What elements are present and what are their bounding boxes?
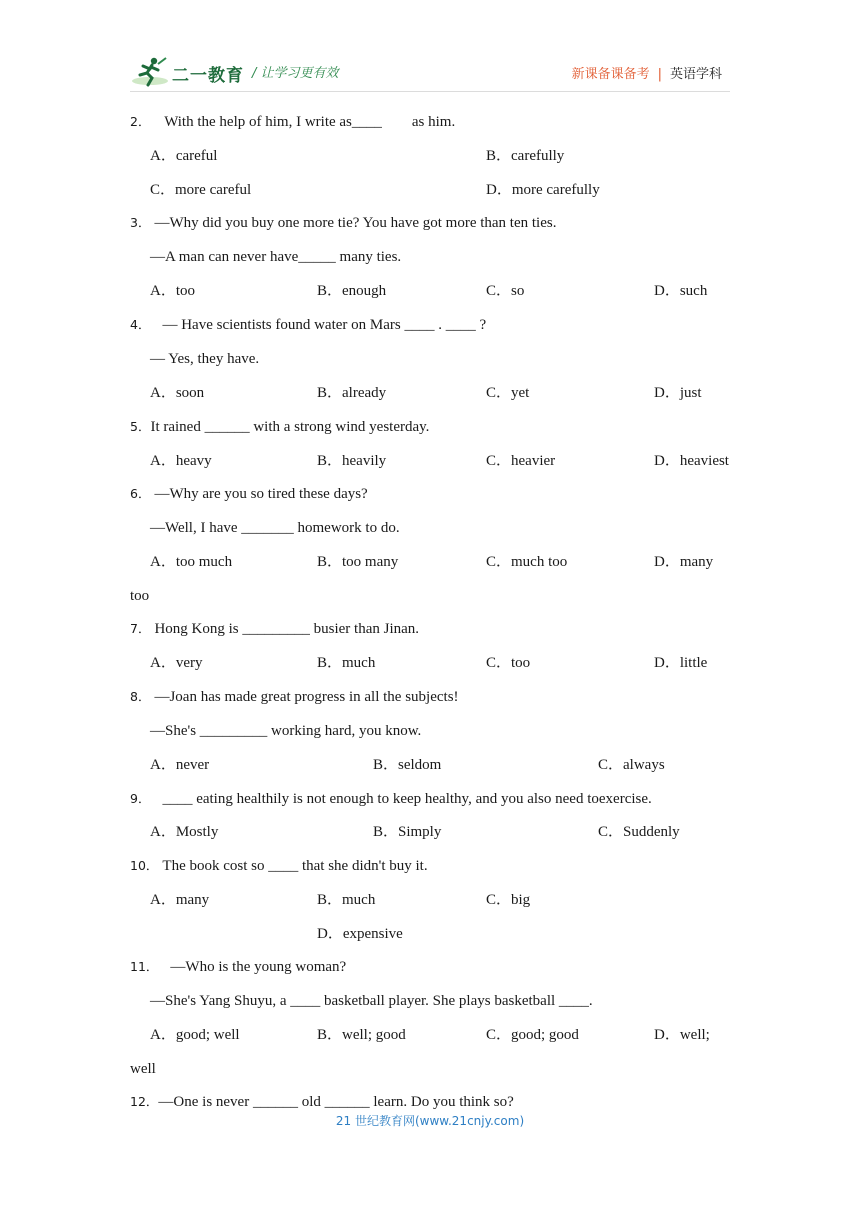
question-text: —One is never ______ old ______ learn. Do you think so?	[158, 1094, 514, 1110]
option-d: D．well;	[654, 1027, 710, 1043]
question-text: —Why did you buy one more tie? You have got more than ten ties.	[154, 215, 557, 231]
question-3-stem	[130, 214, 556, 232]
question-text: With the help of him, I write as____ as him.	[164, 114, 456, 130]
option-c: C．yet	[486, 385, 530, 401]
question-number: 9．	[130, 791, 151, 806]
question-number: 12．	[130, 1094, 159, 1109]
question-number: 5．	[130, 419, 151, 434]
option-a: A．Mostly	[150, 824, 219, 840]
option-b: B．well; good	[317, 1027, 406, 1043]
question-10-stem	[130, 857, 428, 875]
option-a: A．too much	[150, 554, 233, 570]
question-number: 6．	[130, 486, 151, 501]
option-d: D．such	[654, 283, 708, 299]
option-a: A．careful	[150, 148, 218, 164]
option-a: A．heavy	[150, 453, 212, 469]
option-a: A．many	[150, 892, 210, 908]
subject-label: 英语学科	[669, 67, 722, 82]
page-header	[130, 56, 730, 90]
question-number: 3．	[130, 215, 151, 230]
header-label: 新课备课备考	[571, 67, 650, 82]
option-c: C．always	[598, 757, 665, 773]
question-text: The book cost so ____ that she didn't buy it.	[162, 858, 428, 874]
question-text: —Who is the young woman?	[170, 959, 347, 975]
option-c: C．heavier	[486, 453, 556, 469]
option-b: B．enough	[317, 283, 387, 299]
question-number: 7．	[130, 621, 151, 636]
question-text: —Why are you so tired these days?	[154, 486, 368, 502]
option-d: D．little	[654, 655, 708, 671]
question-2-stem	[130, 113, 455, 131]
question-5-stem	[130, 418, 429, 436]
option-c: C．so	[486, 283, 525, 299]
question-number: 4．	[130, 317, 151, 332]
question-text-end: with a strong wind yesterday.	[249, 419, 430, 435]
question-9-stem	[130, 790, 652, 808]
question-6-stem	[130, 485, 368, 503]
question-11-stem	[130, 958, 346, 976]
page-footer[interactable]: 21 世纪教育网(www.21cnjy.com)	[335, 1114, 525, 1128]
question-text-end: homework to do.	[293, 520, 400, 536]
option-b: B．too many	[317, 554, 399, 570]
logo-text: 二一教育	[172, 65, 244, 86]
option-b: B．much	[317, 655, 376, 671]
question-number: 11．	[130, 959, 159, 974]
question-7-stem	[130, 620, 419, 638]
option-d-wrap: well	[130, 1061, 156, 1077]
question-text: Hong Kong is _________ busier than Jinan.	[154, 621, 420, 637]
option-a: A．never	[150, 757, 210, 773]
slogan: / 让学习更有效	[252, 66, 339, 81]
option-d-wrap: too	[130, 588, 150, 604]
question-3-line2: —A man can never have_____ many ties.	[150, 249, 402, 265]
option-c: C．more careful	[150, 182, 252, 198]
option-c: C．Suddenly	[598, 824, 680, 840]
question-6-line2	[150, 519, 400, 537]
question-number: 10．	[130, 858, 159, 873]
option-d: D．just	[654, 385, 702, 401]
header-right	[572, 63, 722, 82]
option-a: A．too	[150, 283, 196, 299]
option-a: A．very	[150, 655, 203, 671]
option-a: A．good; well	[150, 1027, 240, 1043]
option-d: D．many	[654, 554, 714, 570]
option-b: B．already	[317, 385, 387, 401]
option-c: C．big	[486, 892, 531, 908]
question-text: ____ eating healthily is not enough to keep healthy, and you also need toexercise.	[162, 791, 652, 807]
question-11-line2: —She's Yang Shuyu, a ____ basketball player. She plays basketball ____.	[150, 993, 593, 1009]
option-b: B．seldom	[373, 757, 442, 773]
option-d: D．expensive	[317, 926, 403, 942]
option-c: C．too	[486, 655, 531, 671]
question-8-line2: —She's _________ working hard, you know.	[150, 723, 422, 739]
option-b: B．carefully	[486, 148, 565, 164]
question-number: 8．	[130, 689, 151, 704]
question-4-line2: — Yes, they have.	[150, 351, 260, 367]
running-figure-logo-icon	[130, 56, 170, 90]
option-a: A．soon	[150, 385, 205, 401]
question-12-stem	[130, 1093, 514, 1111]
option-d: D．more carefully	[486, 182, 600, 198]
option-c: C．much too	[486, 554, 568, 570]
question-text: — Have scientists found water on Mars ____ . ____ ?	[162, 317, 487, 333]
answer-blank: _______	[241, 520, 294, 536]
question-text: It rained	[150, 419, 205, 435]
question-text: —Joan has made great progress in all the subjects!	[154, 689, 459, 705]
question-4-stem	[130, 316, 486, 334]
question-text: —Well, I have	[150, 520, 242, 536]
header-separator: |	[657, 67, 662, 82]
option-d: D．heaviest	[654, 453, 729, 469]
option-b: B．heavily	[317, 453, 387, 469]
option-b: B．Simply	[373, 824, 442, 840]
question-number: 2．	[130, 114, 151, 129]
logo	[130, 56, 244, 90]
option-c: C．good; good	[486, 1027, 579, 1043]
answer-blank: ______	[204, 419, 250, 435]
header-divider	[130, 91, 730, 92]
option-b: B．much	[317, 892, 376, 908]
question-8-stem	[130, 688, 459, 706]
